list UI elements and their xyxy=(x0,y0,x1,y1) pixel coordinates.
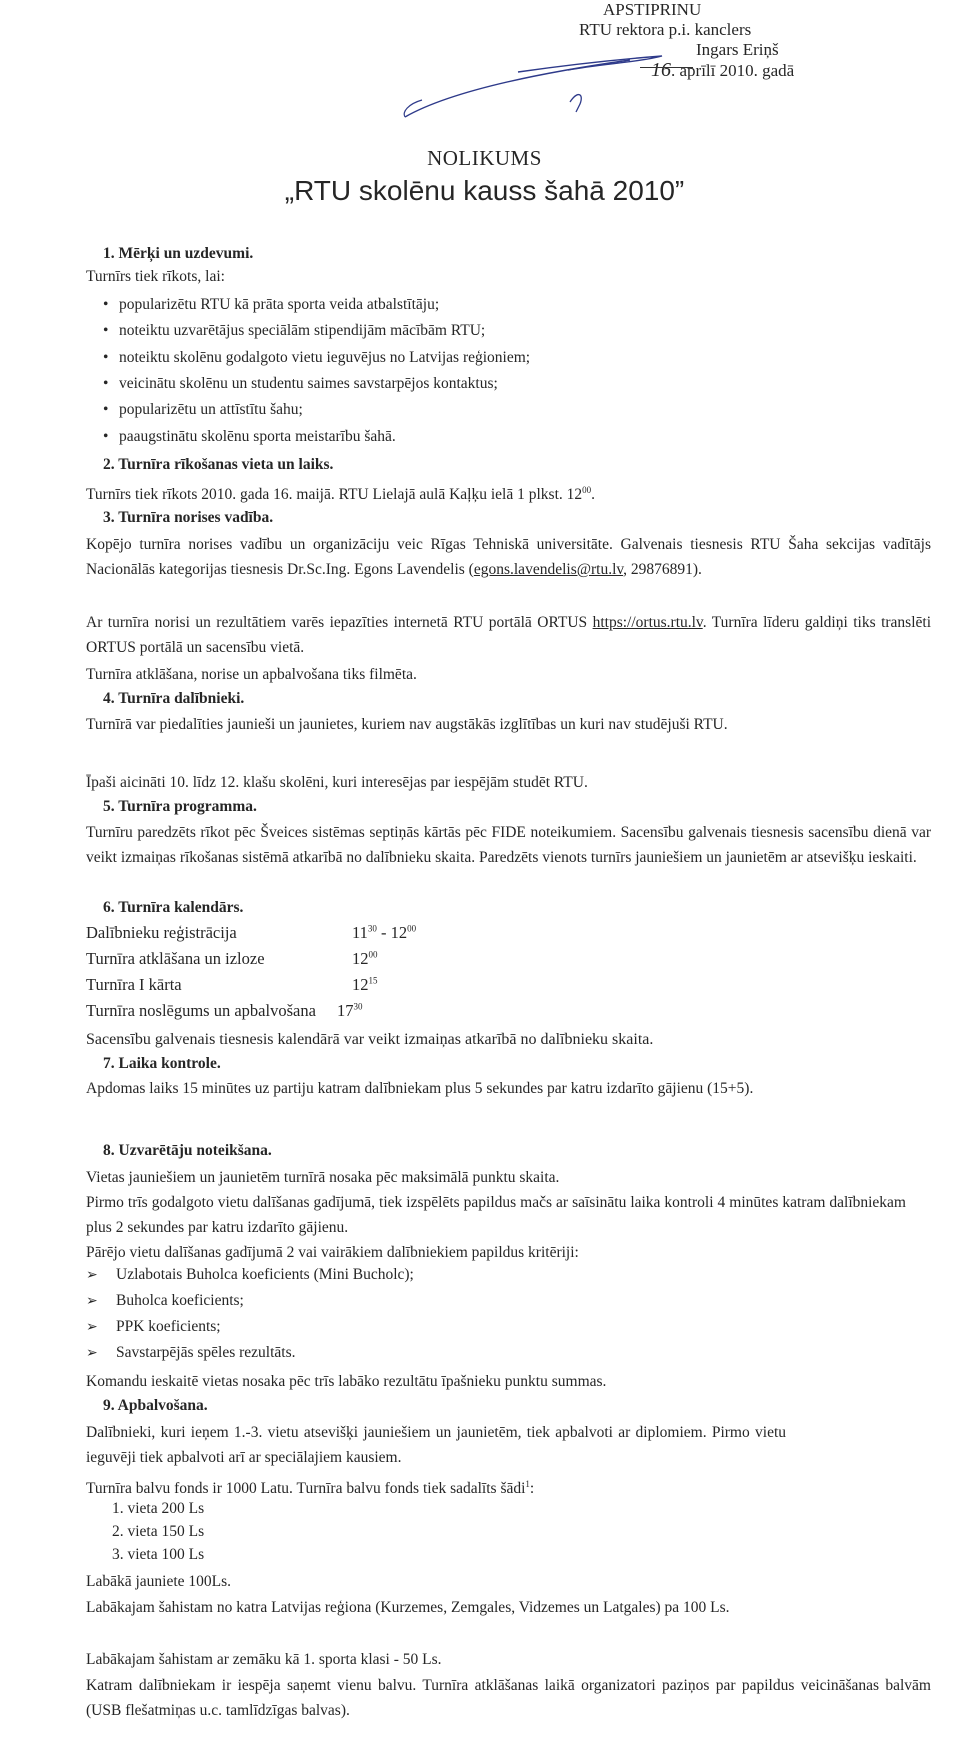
list-item xyxy=(103,428,396,446)
list-item xyxy=(103,401,303,419)
document-subtitle: „RTU skolēnu kauss šahā 2010” xyxy=(284,175,685,206)
section-3-para-3: Turnīra atklāšana, norise un apbalvošana tiks filmēta. xyxy=(86,666,417,683)
section-6-heading: 6. Turnīra kalendārs. xyxy=(103,899,244,916)
email-link[interactable]: egons.lavendelis@rtu.lv xyxy=(473,561,624,578)
time-hour-end: - 12 xyxy=(376,923,408,942)
list-item-text: veicinātu skolēnu un studentu saimes savstarpējos kontaktus; xyxy=(119,375,498,392)
section-9-para-3: Labākā jauniete 100Ls. xyxy=(86,1573,232,1590)
criteria-text: Savstarpējās spēles rezultāts. xyxy=(116,1344,296,1361)
section-7-heading: 7. Laika kontrole. xyxy=(103,1055,221,1072)
criteria-item xyxy=(86,1266,414,1284)
list-item xyxy=(103,322,485,340)
list-item xyxy=(103,375,498,393)
approval-signer: Ingars Eriņš xyxy=(696,40,779,59)
bullet-icon: • xyxy=(103,428,109,445)
criteria-item xyxy=(86,1344,295,1362)
section-4-para-1: Turnīrā var piedalīties jaunieši un jaunietes, kuriem nav augstākās izglītības un kuri nav studējuši RTU. xyxy=(86,716,728,733)
criteria-text: PPK koeficients; xyxy=(116,1318,221,1335)
section-2-body: Turnīrs tiek rīkots 2010. gada 16. maijā. RTU Lielajā aulā Kaļķu ielā 1 plkst. 12 xyxy=(86,486,583,504)
section-4-heading: 4. Turnīra dalībnieki. xyxy=(103,690,245,707)
section-9-para-4: Labākajam šahistam no katra Latvijas reģiona (Kurzemes, Zemgales, Vidzemes un Latgales) pa 100 Ls. xyxy=(86,1599,730,1616)
section-3-text-a: Kopējo turnīra norises vadību un organizāciju veic Rīgas Tehniskā universitāte. Galvenais tiesnesis RTU Šaha sekcijas vadītājs Nacionālās kategorijas tiesnesis Dr.Sc.Ing. Egons Lavendelis ( xyxy=(86,536,931,578)
document-title: NOLIKUMS xyxy=(427,146,542,170)
section-2-end: . xyxy=(591,486,596,504)
list-item-text: popularizētu RTU kā prāta sporta veida atbalstītāju; xyxy=(119,296,440,313)
prize-item: 3. vieta 100 Ls xyxy=(112,1546,205,1563)
arrow-icon: ➢ xyxy=(86,1293,98,1309)
section-9-fund-end: : xyxy=(529,1480,535,1498)
approval-date-text: . aprīlī 2010. gadā xyxy=(671,61,795,80)
footnote-ref: 1 xyxy=(525,1479,530,1489)
list-item-text: noteiktu uzvarētājus speciālām stipendijām mācībām RTU; xyxy=(119,322,486,339)
time-min: 15 xyxy=(368,975,378,986)
section-8-heading: 8. Uzvarētāju noteikšana. xyxy=(103,1142,272,1159)
time-superscript: 00 xyxy=(582,485,592,495)
section-9-para-2 xyxy=(86,1472,931,1501)
section-8-para-1: Vietas jauniešiem un jaunietēm turnīrā nosaka pēc maksimālā punktu skaita. xyxy=(86,1169,560,1186)
time-hour: 12 xyxy=(352,975,369,994)
schedule-time xyxy=(352,923,416,943)
arrow-icon: ➢ xyxy=(86,1267,98,1283)
schedule-label: Turnīra I kārta xyxy=(86,975,182,994)
section-5-para-1: Turnīru paredzēts rīkot pēc Šveices sistēmas septiņās kārtās pēc FIDE noteikumiem. Sacensību galvenais tiesnesis sacensību dienā var veikt izmaiņas rīkošanas sistēmā atkarībā no dalībnieku skaita. Paredzēts vienots turnīrs jauniešiem un jaunietēm ar atsevišķu ieskaiti. xyxy=(86,824,931,866)
ortus-link[interactable]: https://ortus.rtu.lv xyxy=(592,614,703,631)
schedule-label: Turnīra atklāšana un izloze xyxy=(86,949,265,968)
section-9-para-5: Labākajam šahistam ar zemāku kā 1. sporta klasi - 50 Ls. xyxy=(86,1651,442,1668)
section-3-para-2 xyxy=(86,610,931,660)
approval-title: APSTIPRINU xyxy=(603,0,702,19)
section-6-note: Sacensību galvenais tiesnesis kalendārā var veikt izmaiņas atkarībā no dalībnieku skaita. xyxy=(86,1031,654,1048)
arrow-icon: ➢ xyxy=(86,1345,98,1361)
section-8-para-3: Pārējo vietu dalīšanas gadījumā 2 vai vairākiem dalībniekiem papildus kritēriji: xyxy=(86,1244,579,1261)
schedule-time xyxy=(352,949,378,969)
section-8-para-4: Komandu ieskaitē vietas nosaka pēc trīs labāko rezultātu īpašnieku punktu summas. xyxy=(86,1373,607,1390)
section-3-text-c: Ar turnīra norisi un rezultātiem varēs iepazīties internetā RTU portālā ORTUS xyxy=(86,614,593,631)
criteria-item xyxy=(86,1318,221,1336)
approval-position: RTU rektora p.i. kanclers xyxy=(579,20,752,39)
section-2-heading: 2. Turnīra rīkošanas vieta un laiks. xyxy=(103,456,334,473)
time-min: 30 xyxy=(367,923,377,934)
section-9-fund-text: Turnīra balvu fonds ir 1000 Latu. Turnīra balvu fonds tiek sadalīts šādi xyxy=(86,1480,526,1498)
section-3-text-d: . Turnīra līderu galdiņi tiks translēti ORTUS portālā un sacensību vietā. xyxy=(86,614,931,656)
bullet-icon: • xyxy=(103,322,109,339)
list-item-text: popularizētu un attīstītu šahu; xyxy=(119,401,303,418)
section-8-para-2: Pirmo trīs godalgoto vietu dalīšanas gadījumā, tiek izspēlēts papildus mačs ar saīsinātu laika kontroli 4 minūtes katram dalībniekam plus 2 sekundes par katru izdarīto gājienu. xyxy=(86,1194,906,1236)
arrow-icon: ➢ xyxy=(86,1319,98,1335)
criteria-text: Uzlabotais Buholca koeficients (Mini Bucholc); xyxy=(116,1266,414,1283)
section-9-para-6: Katram dalībniekam ir iespēja saņemt vienu balvu. Turnīra atklāšanas laikā organizatori paziņos par papildus veicināšanas balvām (USB flešatmiņas u.c. tamlīdzīgas balvas). xyxy=(86,1677,931,1719)
list-item-text: noteiktu skolēnu godalgoto vietu ieguvējus no Latvijas reģioniem; xyxy=(119,349,531,366)
signature-icon xyxy=(400,42,690,132)
list-item-text: paaugstinātu skolēnu sporta meistarību šahā. xyxy=(119,428,396,445)
section-3-text-b: , 29876891). xyxy=(623,561,702,578)
section-2-text xyxy=(86,481,595,504)
section-9-para-1: Dalībnieki, kuri ieņem 1.-3. vietu atsevišķi jauniešiem un jaunietēm, tiek apbalvoti ar diplomiem. Pirmo vietu ieguvēji tiek apbalvoti arī ar speciālajiem kausiem. xyxy=(86,1424,786,1466)
time-min: 00 xyxy=(368,949,378,960)
approval-day: 16 xyxy=(651,59,671,81)
schedule-label: Dalībnieku reģistrācija xyxy=(86,923,237,942)
section-3-para-1 xyxy=(86,532,931,582)
section-3-heading: 3. Turnīra norises vadība. xyxy=(103,509,274,526)
time-hour: 12 xyxy=(352,949,369,968)
section-5-heading: 5. Turnīra programma. xyxy=(103,798,257,815)
list-item xyxy=(103,296,439,314)
prize-item: 2. vieta 150 Ls xyxy=(112,1523,205,1540)
time-hour: 17 xyxy=(337,1001,354,1020)
section-7-para-1: Apdomas laiks 15 minūtes uz partiju katram dalībniekam plus 5 sekundes par katru izdarīto gājienu (15+5). xyxy=(86,1080,754,1097)
bullet-icon: • xyxy=(103,296,109,313)
section-1-intro: Turnīrs tiek rīkots, lai: xyxy=(86,268,225,285)
list-item xyxy=(103,349,530,367)
bullet-icon: • xyxy=(103,349,109,366)
time-min: 30 xyxy=(353,1001,363,1012)
criteria-item xyxy=(86,1292,244,1310)
schedule-label: Turnīra noslēgums un apbalvošana xyxy=(86,1001,316,1020)
section-4-para-2: Īpaši aicināti 10. līdz 12. klašu skolēni, kuri interesējas par iespējām studēt RTU. xyxy=(86,774,588,791)
bullet-icon: • xyxy=(103,375,109,392)
time-min-end: 00 xyxy=(407,923,417,934)
schedule-time xyxy=(352,975,378,995)
prize-item: 1. vieta 200 Ls xyxy=(112,1500,205,1517)
section-1-heading: 1. Mērķi un uzdevumi. xyxy=(103,245,254,262)
criteria-text: Buholca koeficients; xyxy=(116,1292,244,1309)
section-9-heading: 9. Apbalvošana. xyxy=(103,1397,208,1414)
bullet-icon: • xyxy=(103,401,109,418)
time-hour: 11 xyxy=(352,923,368,942)
schedule-time xyxy=(337,1001,363,1021)
